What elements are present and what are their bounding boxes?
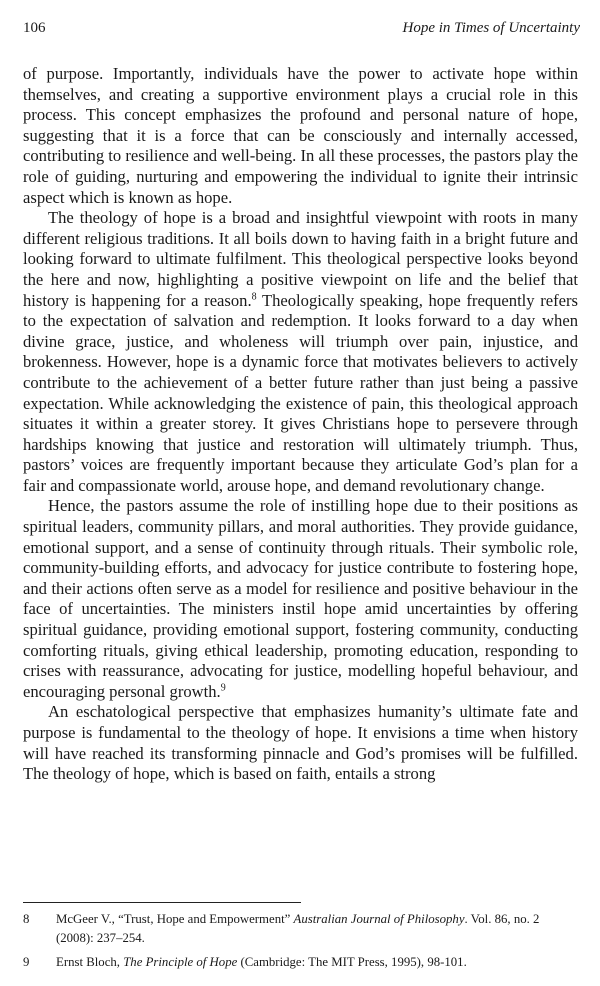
- footnotes: [23, 910, 578, 978]
- paragraph: [23, 702, 578, 784]
- body-text: [23, 64, 578, 785]
- paragraph: [23, 208, 578, 496]
- footnote-9: [23, 953, 578, 972]
- footnote-8: [23, 910, 578, 947]
- footnote-text: . Vol. 86, no. 2 (2008): 237–254.: [56, 912, 540, 945]
- paragraph-text: The theology of hope is a broad and insightful viewpoint with roots in many different religious traditions. It all boils down to having faith in a bright future and looking forward to ultimate fulfilment. This theological perspective looks beyond the here and now, highlighting a positive viewpoint on life and the belief that history is happening for a reason.: [23, 208, 578, 310]
- running-title: Hope in Times of Uncertainty: [402, 20, 580, 36]
- footnote-number: 9: [23, 955, 30, 969]
- footnote-ref-9: 9: [220, 682, 226, 694]
- paragraph-text: Hence, the pastors assume the role of instilling hope due to their positions as spiritual leaders, community pillars, and moral authorities. They provide guidance, emotional support, and a sense of continuity through rituals. Their symbolic role, community-building efforts, and advocacy for justice contribute to fostering hope, and their actions often serve as a model for resilience and positive behaviour in the face of uncertainties. The ministers instil hope amid uncertainties by offering spiritual guidance, providing emotional support, fostering community, conducting comforting rituals, giving ethical leadership, promoting education, responding to crises with reassurance, advocating for justice, modelling hopeful behaviour, and encouraging personal growth.: [23, 496, 578, 701]
- paragraph-text: of purpose. Importantly, individuals have the power to activate hope within themselves, and creating a supportive environment plays a crucial role in this process. This concept emphasizes the profound and personal nature of hope, suggesting that it is a force that can be consciously and internally accessed, contributing to resilience and well-being. In all these processes, the pastors play the role of guiding, nurturing and empowering the individual to ignite their intrinsic aspect which is known as hope.: [23, 64, 578, 207]
- footnote-number: 8: [23, 912, 30, 926]
- footnote-source-title: The Principle of Hope: [123, 955, 238, 969]
- footnote-source-title: Australian Journal of Philosophy: [293, 912, 465, 926]
- paragraph-text: Theologically speaking, hope frequently refers to the expectation of salvation and redemption. It looks forward to a day when divine grace, justice, and wholeness will triumph over pain, injustice, and brokenness. However, hope is a dynamic force that motivates believers to actively contribute to the achievement of a better future rather than just being a passive expectation. While acknowledging the existence of pain, this theological approach situates it within a greater storey. It gives Christians hope to persevere through hardships knowing that justice and restoration will ultimately triumph. Thus, pastors’ voices are frequently important because they articulate God’s plan for a fair and compassionate world, arouse hope, and demand revolutionary change.: [23, 290, 578, 495]
- paragraph: [23, 64, 578, 208]
- running-header: [23, 20, 580, 44]
- footnote-rule: [23, 902, 301, 903]
- paragraph: [23, 496, 578, 702]
- footnote-ref-8: 8: [251, 291, 257, 302]
- footnote-text: (Cambridge: The MIT Press, 1995), 98-101.: [237, 955, 467, 969]
- page-number: 106: [23, 20, 46, 36]
- footnote-text: Ernst Bloch,: [56, 955, 124, 969]
- footnote-text: McGeer V., “Trust, Hope and Empowerment”: [56, 912, 294, 926]
- paragraph-text: An eschatological perspective that emphasizes humanity’s ultimate fate and purpose is fundamental to the theology of hope. It envisions a time when history will have reached its transforming pinnacle and God’s promises will be fulfilled. The theology of hope, which is based on faith, entails a strong: [23, 702, 578, 784]
